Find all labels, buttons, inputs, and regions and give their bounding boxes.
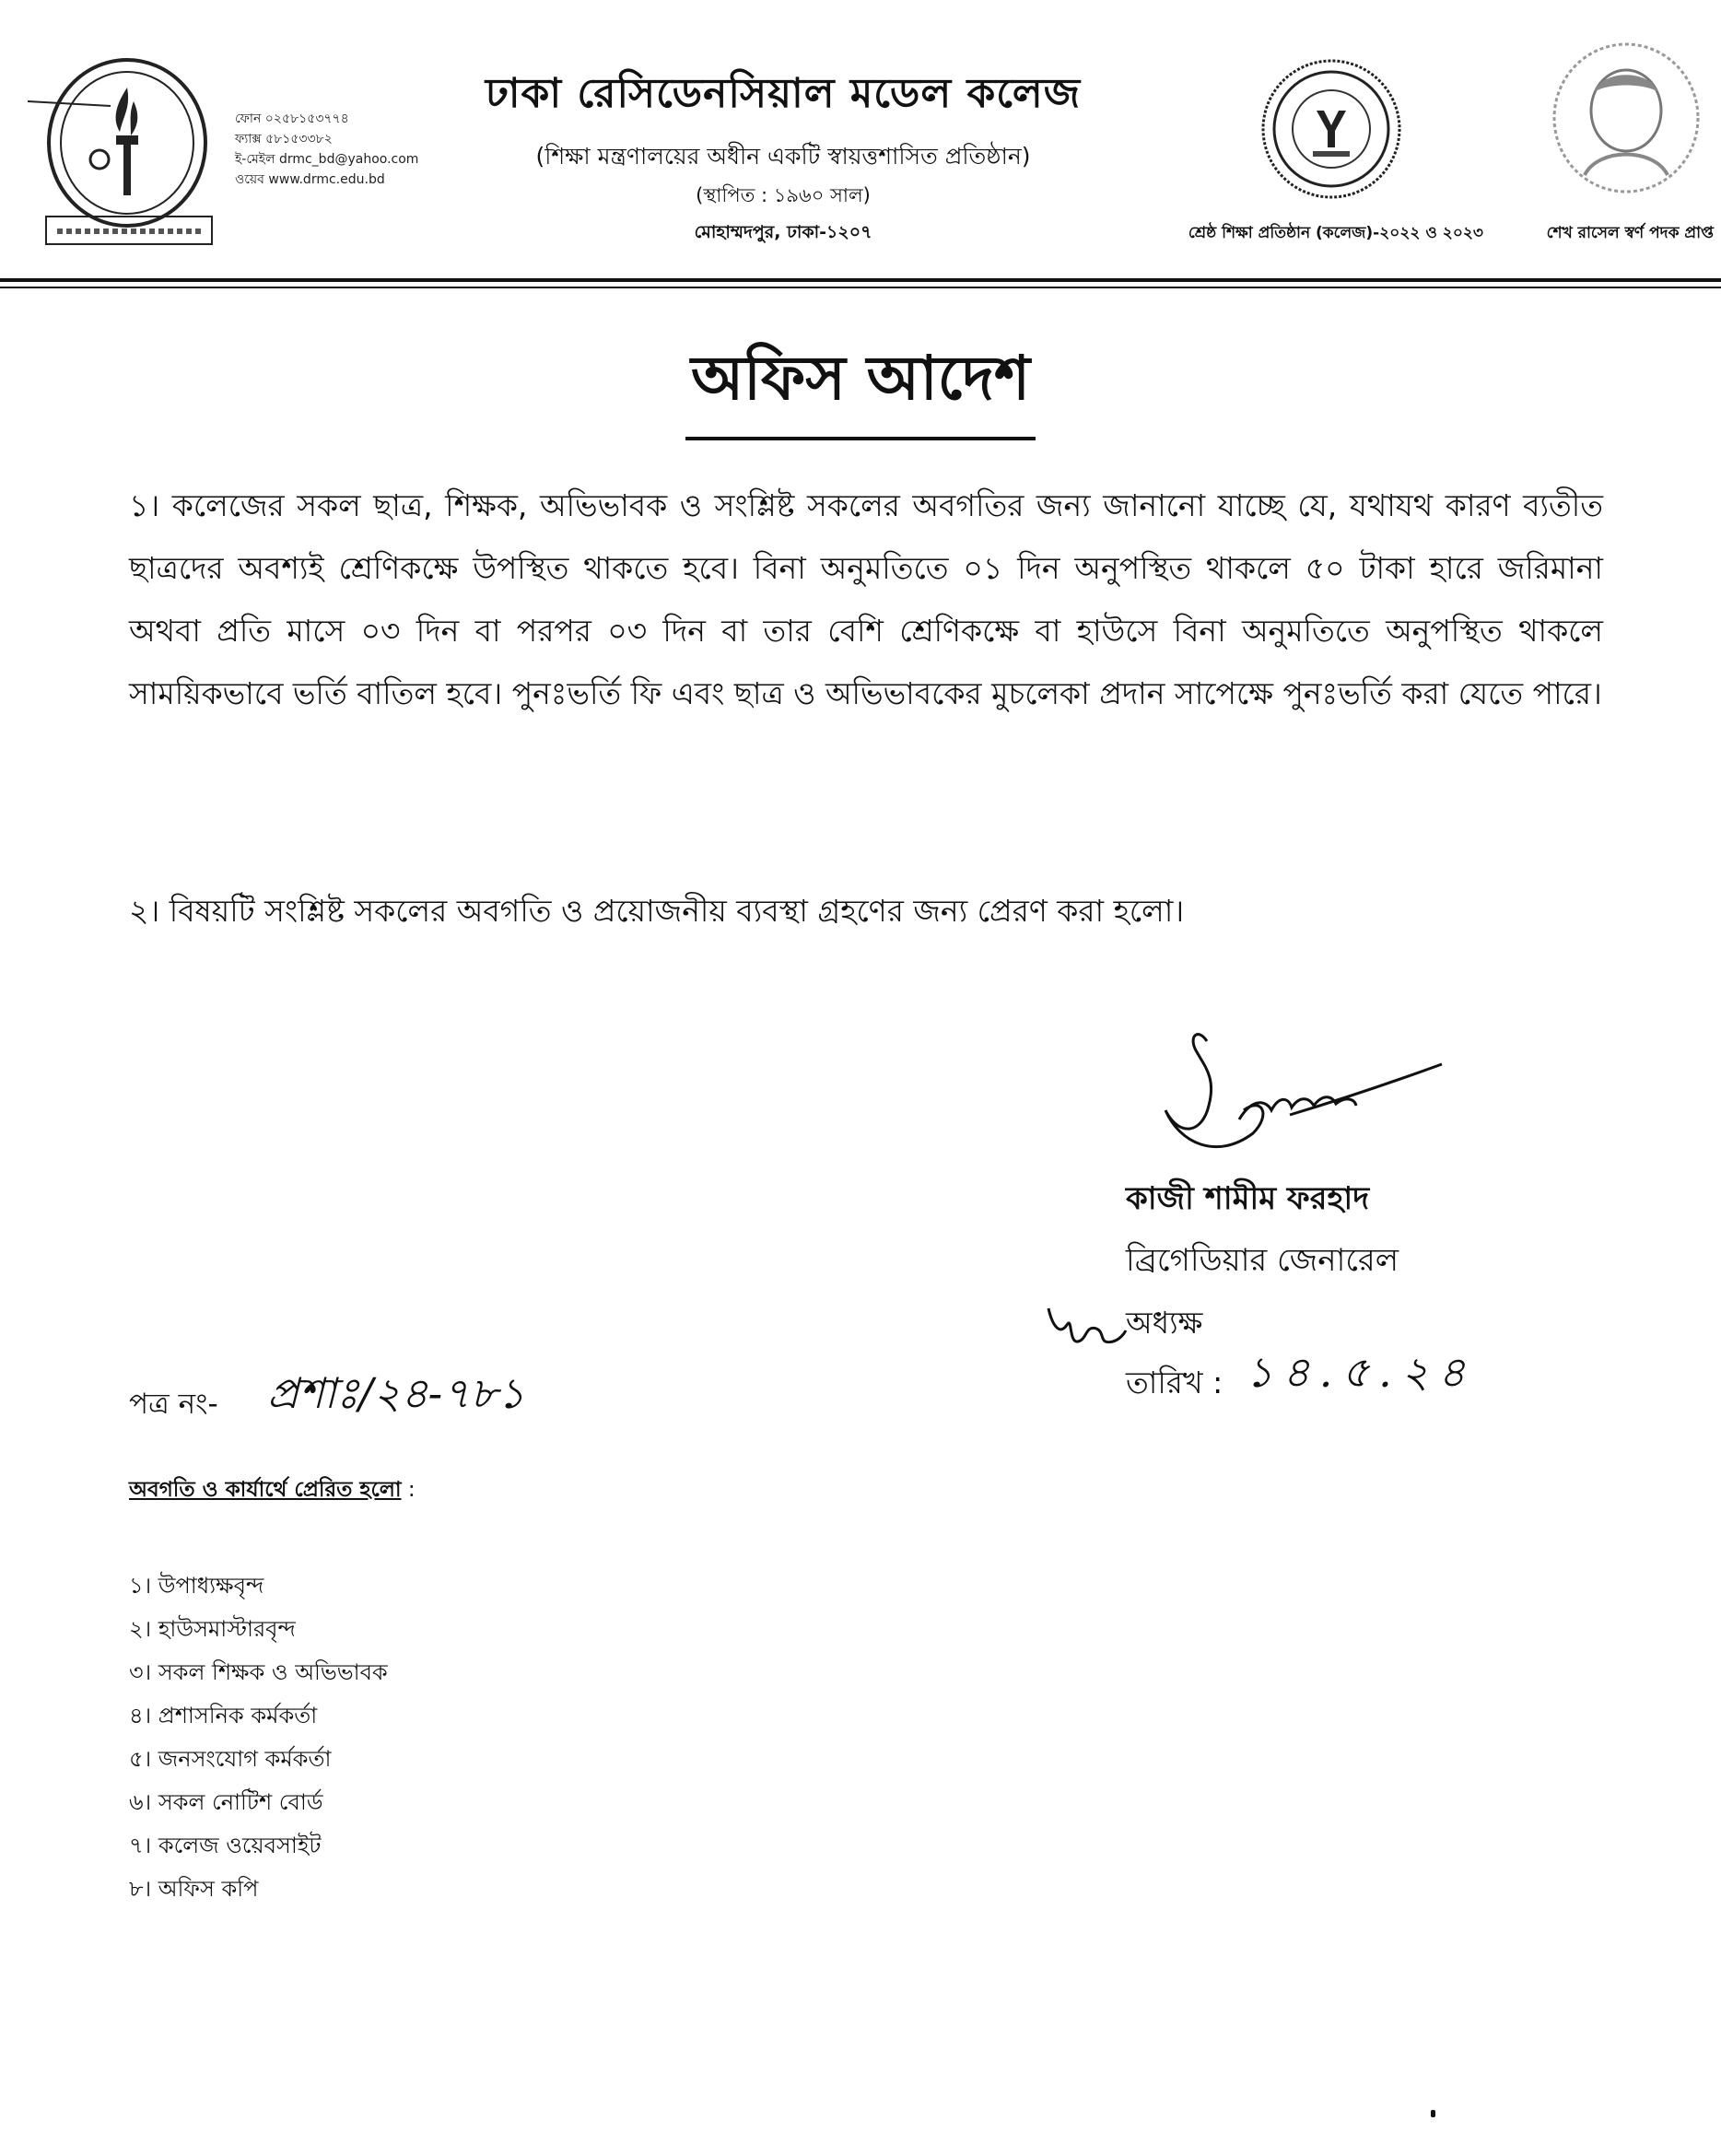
established-year: (স্থাপিত : ১৯৬০ সাল)	[696, 184, 871, 206]
award-seal-icon	[1258, 55, 1405, 203]
fax-text: ফ্যাক্স ৫৮১৫৩৩৮২	[235, 132, 333, 146]
signatory-designation: অধ্যক্ষ	[1126, 1305, 1203, 1341]
scan-speck	[1431, 2110, 1435, 2117]
list-item: ৪। প্রশাসনিক কর্মকর্তা	[129, 1703, 318, 1728]
distribution-list	[129, 1564, 388, 1911]
header-divider-thick	[0, 278, 1721, 282]
signatory-name: কাজী শামীম ফরহাদ	[1126, 1180, 1370, 1217]
list-item: ৭। কলেজ ওয়েবসাইট	[129, 1833, 322, 1858]
reference-number: প্রশাঃ/২৪-৭৮১	[267, 1368, 525, 1418]
portrait-medal-icon	[1548, 37, 1704, 198]
order-paragraph-1: ১। কলেজের সকল ছাত্র, শিক্ষক, অভিভাবক ও সংশ্লিষ্ট সকলের অবগতির জন্য জানানো যাচ্ছে যে, যথাযথ কারণ ব্যতীত ছাত্রদের অবশ্যই শ্রেণিকক্ষে উপস্থিত থাকতে হবে। বিনা অনুমতিতে ০১ দিন অনুপস্থিত থাকলে ৫০ টাকা হারে জরিমানা অথবা প্রতি মাসে ০৩ দিন বা পরপর ০৩ দিন বা তার বেশি শ্রেণিকক্ষে বা হাউসে বিনা অনুমতিতে অনুপস্থিত থাকলে সাময়িকভাবে ভর্তি বাতিল হবে। পুনঃভর্তি ফি এবং ছাত্র ও অভিভাবকের মুচলেকা প্রদান সাপেক্ষে পুনঃভর্তি করা যেতে পারে।	[129, 487, 1603, 711]
list-item: ৬। সকল নোটিশ বোর্ড	[129, 1789, 323, 1815]
document-title: অফিস আদেশ	[685, 332, 1036, 440]
list-item: ১। উপাধ্যক্ষবৃন্দ	[129, 1573, 264, 1599]
distribution-heading	[129, 1472, 416, 1508]
phone-text: ফোন ০২৫৮১৫৩৭৭৪	[235, 111, 349, 126]
date-value: ১৪.৫.২৪	[1246, 1347, 1475, 1397]
distribution-heading-text: অবগতি ও কার্যার্থে প্রেরিত হলো	[129, 1478, 402, 1502]
list-item: ৩। সকল শিক্ষক ও অভিভাবক	[129, 1659, 388, 1685]
college-address: মোহাম্মদপুর, ঢাকা-১২০৭	[694, 222, 872, 242]
distribution-heading-colon: :	[401, 1478, 416, 1502]
signatory-rank: ব্রিগেডিয়ার জেনারেল	[1126, 1242, 1399, 1279]
website-text: ওয়েব www.drmc.edu.bd	[235, 172, 385, 187]
list-item: ২। হাউসমাস্টারবৃন্দ	[129, 1616, 296, 1642]
best-institution-award: শ্রেষ্ঠ শিক্ষা প্রতিষ্ঠান (কলেজ)-২০২২ ও ২০২৩	[1188, 224, 1483, 242]
list-item: ৫। জনসংযোগ কর্মকর্তা	[129, 1746, 332, 1772]
principal-signature	[1152, 1023, 1446, 1179]
order-paragraph-2: ২। বিষয়টি সংশ্লিষ্ট সকলের অবগতি ও প্রয়োজনীয় ব্যবস্থা গ্রহণের জন্য প্রেরণ করা হলো।	[129, 893, 1185, 929]
college-name: ঢাকা রেসিডেনসিয়াল মডেল কলেজ	[485, 70, 1082, 117]
list-item: ৮। অফিস কপি	[129, 1876, 259, 1902]
handwritten-initial	[1041, 1297, 1129, 1353]
college-subtitle: (শিক্ষা মন্ত্রণালয়ের অধীন একটি স্বায়ত্তশাসিত প্রতিষ্ঠান)	[535, 143, 1031, 170]
reference-label: পত্র নং-	[129, 1388, 218, 1421]
date-label: তারিখ :	[1126, 1365, 1223, 1400]
document-title-wrap	[0, 332, 1721, 440]
header-divider-thin	[0, 287, 1721, 288]
college-logo	[28, 51, 221, 249]
email-text: ই-মেইল drmc_bd@yahoo.com	[235, 152, 419, 167]
gold-medal-award: শেখ রাসেল স্বর্ণ পদক প্রাপ্ত	[1546, 224, 1714, 242]
